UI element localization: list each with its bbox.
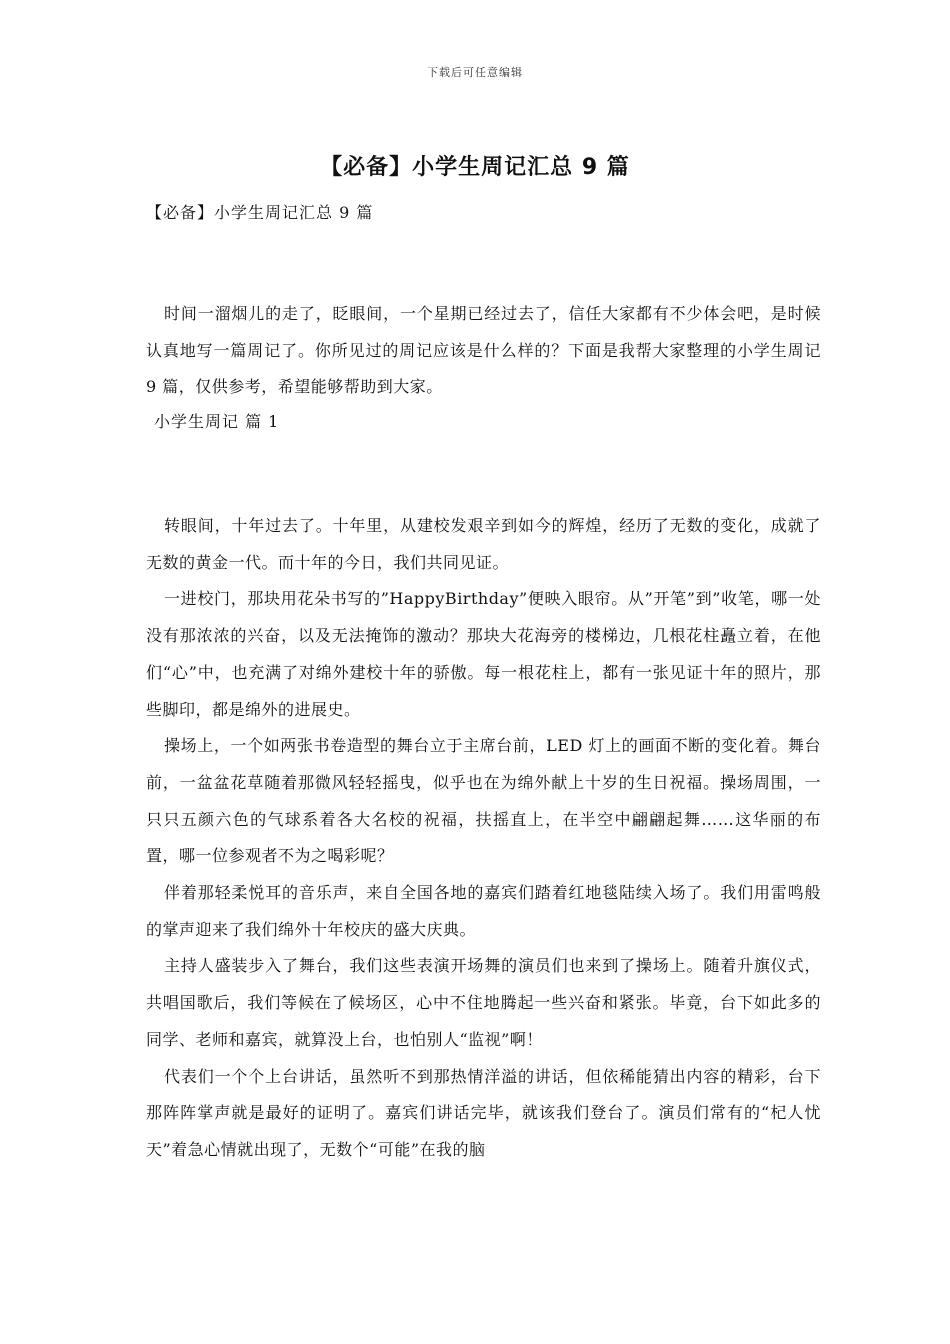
essay-paragraph: 主持人盛装步入了舞台，我们这些表演开场舞的演员们也来到了操场上。随着升旗仪式，共唱国歌后，我们等候在了候场区，心中不住地腾起一些兴奋和紧张。毕竟，台下如此多的同学、老师和嘉宾，就算没上台，也怕别人“监视”啊！ [146, 956, 821, 1049]
intro-paragraph: 时间一溜烟儿的走了，眨眼间，一个星期已经过去了，信任大家都有不少体会吧，是时候认真地写一篇周记了。你所见过的周记应该是什么样的？下面是我帮大家整理的小学生周记 9 篇，仅供参考，希望能够帮助到大家。 [146, 304, 821, 397]
section-heading: 小学生周记 篇 1 [154, 412, 280, 431]
essay-paragraph: 转眼间，十年过去了。十年里，从建校发艰辛到如今的辉煌，经历了无数的变化，成就了无数的黄金一代。而十年的今日，我们共同见证。 [146, 516, 821, 572]
intro-section [146, 296, 821, 406]
document-subtitle: 【必备】小学生周记汇总 9 篇 [146, 203, 374, 222]
page-header-note: 下载后可任意编辑 [427, 66, 523, 79]
document-title: 【必备】小学生周记汇总 9 篇 [320, 155, 630, 180]
essay-paragraph: 伴着那轻柔悦耳的音乐声，来自全国各地的嘉宾们踏着红地毯陆续入场了。我们用雷鸣般的掌声迎来了我们绵外十年校庆的盛大庆典。 [146, 883, 821, 939]
essay-paragraph: 一进校门，那块用花朵书写的”HappyBirthday”便映入眼帘。从”开笔”到”收笔，哪一处没有那浓浓的兴奋，以及无法掩饰的激动？那块大花海旁的楼梯边，几根花柱矗立着，在他们“心”中，也充满了对绵外建校十年的骄傲。每一根花柱上，都有一张见证十年的照片，那些脚印，都是绵外的进展史。 [146, 589, 821, 719]
essay-body [146, 508, 821, 1169]
essay-paragraph: 操场上，一个如两张书卷造型的舞台立于主席台前，LED 灯上的画面不断的变化着。舞台前，一盆盆花草随着那微风轻轻摇曳，似乎也在为绵外献上十岁的生日祝福。操场周围，一只只五颜六色的气球系着各大名校的祝福，扶摇直上，在半空中翩翩起舞……这华丽的布置，哪一位参观者不为之喝彩呢？ [146, 736, 821, 866]
essay-paragraph: 代表们一个个上台讲话，虽然听不到那热情洋溢的讲话，但依稀能猜出内容的精彩，台下那阵阵掌声就是最好的证明了。嘉宾们讲话完毕，就该我们登台了。演员们常有的“杞人忧天”着急心情就出现了，无数个“可能”在我的脑 [146, 1066, 821, 1159]
